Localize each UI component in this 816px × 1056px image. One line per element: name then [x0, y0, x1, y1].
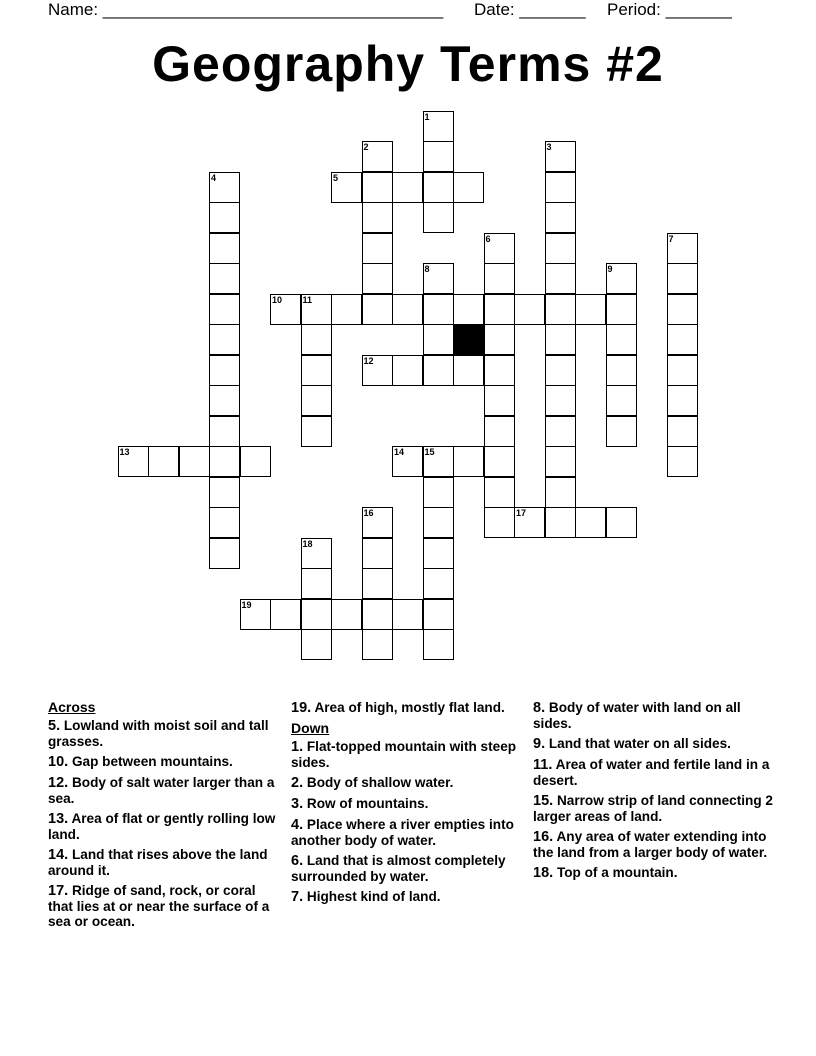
crossword-cell[interactable] [423, 355, 454, 386]
clue-number: 11 [302, 294, 313, 305]
crossword-cell[interactable] [148, 446, 179, 477]
crossword-cell[interactable] [301, 568, 332, 599]
crossword-cell[interactable] [423, 507, 454, 538]
shaded-cell [453, 324, 484, 355]
crossword-cell[interactable] [484, 385, 515, 416]
crossword-cell[interactable] [423, 568, 454, 599]
clue-number: 18 [302, 538, 313, 549]
crossword-cell[interactable] [484, 507, 515, 538]
clue-number: 14 [394, 447, 405, 457]
clue-down-15: 15. Narrow strip of land connecting 2 larger areas of land. [533, 793, 773, 824]
crossword-cell[interactable] [484, 477, 515, 508]
clue-across-12: 12. Body of salt water larger than a sea. [48, 775, 275, 806]
clue-number: 7 [668, 233, 674, 244]
crossword-cell[interactable] [362, 568, 393, 599]
crossword-cell[interactable] [667, 294, 698, 325]
crossword-cell[interactable] [179, 446, 210, 477]
clue-across-13: 13. Area of flat or gently rolling low land. [48, 811, 276, 842]
crossword-cell[interactable] [453, 294, 484, 325]
clue-down-11: 11. Area of water and fertile land in a desert. [533, 757, 770, 788]
clue-down-16: 16. Any area of water extending into the land from a larger body of water. [533, 829, 768, 860]
crossword-cell[interactable] [270, 294, 301, 325]
crossword-cell[interactable] [514, 507, 545, 538]
crossword-cell[interactable] [423, 599, 454, 630]
crossword-cell[interactable] [484, 324, 515, 355]
crossword-cell[interactable] [209, 385, 240, 416]
crossword-cell[interactable] [453, 172, 484, 203]
crossword-cell[interactable] [484, 416, 515, 447]
crossword-cell[interactable] [453, 355, 484, 386]
crossword-cell[interactable] [209, 172, 240, 203]
crossword-cell[interactable] [667, 446, 698, 477]
clue-number: 9 [607, 264, 613, 274]
crossword-cell[interactable] [667, 385, 698, 416]
crossword-cell[interactable] [484, 263, 515, 294]
crossword-cell[interactable] [423, 538, 454, 569]
crossword-cell[interactable] [362, 629, 393, 660]
crossword-cell[interactable] [362, 355, 393, 386]
crossword-cell[interactable] [240, 446, 271, 477]
crossword-cell[interactable] [423, 202, 454, 233]
crossword-cell[interactable] [606, 355, 637, 386]
crossword-cell[interactable] [301, 416, 332, 447]
clue-down-8: 8. Body of water with land on all sides. [533, 700, 741, 731]
crossword-cell[interactable] [484, 294, 515, 325]
clue-across-5: 5. Lowland with moist soil and tall grasses. [48, 718, 269, 749]
crossword-cell[interactable] [453, 446, 484, 477]
crossword-cell[interactable] [209, 263, 240, 294]
crossword-cell[interactable] [423, 446, 454, 477]
crossword-cell[interactable] [392, 446, 423, 477]
clues-column-1 [48, 700, 284, 934]
crossword-cell[interactable] [209, 538, 240, 569]
crossword-cell[interactable] [423, 172, 454, 203]
crossword-cell[interactable] [545, 202, 576, 233]
crossword-cell[interactable] [362, 141, 393, 172]
crossword-cell[interactable] [209, 233, 240, 264]
crossword-cell[interactable] [392, 355, 423, 386]
clue-number: 6 [485, 233, 491, 244]
crossword-cell[interactable] [209, 294, 240, 325]
crossword-cell[interactable] [545, 507, 576, 538]
crossword-cell[interactable] [545, 294, 576, 325]
crossword-cell[interactable] [667, 355, 698, 386]
clue-down-3: 3. Row of mountains. [291, 796, 429, 812]
name-field-label: Name: ____________________________________ [48, 0, 444, 19]
crossword-cell[interactable] [484, 355, 515, 386]
crossword-cell[interactable] [362, 233, 393, 264]
crossword-cell[interactable] [362, 538, 393, 569]
clue-down-18: 18. Top of a mountain. [533, 865, 678, 881]
crossword-cell[interactable] [209, 416, 240, 447]
crossword-cell[interactable] [362, 263, 393, 294]
crossword-cell[interactable] [667, 233, 698, 264]
crossword-cell[interactable] [209, 202, 240, 233]
crossword-cell[interactable] [331, 599, 362, 630]
page-title: Geography Terms #2 [152, 36, 664, 92]
clue-number: 2 [363, 142, 369, 152]
crossword-cell[interactable] [667, 416, 698, 447]
crossword-cell[interactable] [606, 324, 637, 355]
crossword-cell[interactable] [575, 507, 606, 538]
crossword-cell[interactable] [667, 324, 698, 355]
crossword-cell[interactable] [545, 477, 576, 508]
clue-number: 4 [211, 172, 217, 183]
down-heading: Down [291, 720, 330, 736]
crossword-cell[interactable] [606, 416, 637, 447]
crossword-cell[interactable] [209, 355, 240, 386]
clue-number: 17 [516, 508, 527, 518]
crossword-cell[interactable] [606, 263, 637, 294]
across-heading: Across [48, 699, 96, 715]
crossword-cell[interactable] [423, 324, 454, 355]
crossword-cell[interactable] [606, 507, 637, 538]
crossword-cell[interactable] [362, 202, 393, 233]
clue-number: 3 [546, 142, 552, 152]
crossword-cell[interactable] [301, 355, 332, 386]
crossword-cell[interactable] [392, 599, 423, 630]
crossword-cell[interactable] [545, 446, 576, 477]
crossword-cell[interactable] [667, 263, 698, 294]
clue-number: 15 [424, 447, 435, 457]
crossword-cell[interactable] [301, 324, 332, 355]
crossword-cell[interactable] [270, 599, 301, 630]
crossword-cell[interactable] [423, 141, 454, 172]
crossword-cell[interactable] [240, 599, 271, 630]
crossword-cell[interactable] [362, 599, 393, 630]
crossword-cell[interactable] [118, 446, 149, 477]
clue-number: 16 [363, 508, 374, 518]
period-field-label: Period: _______ [607, 0, 732, 19]
crossword-cell[interactable] [423, 477, 454, 508]
crossword-cell[interactable] [331, 294, 362, 325]
crossword-cell[interactable] [209, 507, 240, 538]
clue-across-17: 17. Ridge of sand, rock, or coral that lies at or near the surface of a sea or ocean. [48, 883, 270, 929]
clue-down-4: 4. Place where a river empties into another body of water. [291, 817, 514, 848]
clue-across-14: 14. Land that rises above the land around it. [48, 847, 268, 878]
crossword-cell[interactable] [301, 629, 332, 660]
crossword-cell[interactable] [209, 446, 240, 477]
crossword-cell[interactable] [484, 446, 515, 477]
crossword-cell[interactable] [331, 172, 362, 203]
clue-number: 13 [119, 447, 130, 457]
crossword-cell[interactable] [301, 294, 332, 325]
crossword-cell[interactable] [301, 599, 332, 630]
clue-down-7: 7. Highest kind of land. [291, 889, 441, 905]
clue-down-9: 9. Land that water on all sides. [533, 736, 731, 752]
crossword-cell[interactable] [545, 416, 576, 447]
crossword-cell[interactable] [606, 385, 637, 416]
date-field-label: Date: _______ [474, 0, 586, 19]
crossword-cell[interactable] [545, 263, 576, 294]
crossword-cell[interactable] [514, 294, 545, 325]
crossword-cell[interactable] [362, 507, 393, 538]
crossword-cell[interactable] [301, 538, 332, 569]
clue-down-2: 2. Body of shallow water. [291, 775, 454, 791]
crossword-cell[interactable] [545, 172, 576, 203]
clue-across-19: 19. Area of high, mostly flat land. [291, 700, 505, 716]
crossword-cell[interactable] [301, 385, 332, 416]
clue-number: 1 [424, 111, 430, 122]
crossword-cell[interactable] [209, 477, 240, 508]
crossword-cell[interactable] [392, 172, 423, 203]
crossword-cell[interactable] [606, 294, 637, 325]
crossword-cell[interactable] [392, 294, 423, 325]
crossword-cell[interactable] [545, 355, 576, 386]
crossword-cell[interactable] [545, 385, 576, 416]
crossword-cell[interactable] [575, 294, 606, 325]
clue-across-10: 10. Gap between mountains. [48, 754, 233, 770]
clue-down-6: 6. Land that is almost completely surrounded by water. [291, 853, 506, 884]
crossword-cell[interactable] [423, 294, 454, 325]
crossword-cell[interactable] [484, 233, 515, 264]
clues-column-2 [291, 700, 519, 910]
crossword-cell[interactable] [209, 324, 240, 355]
clue-number: 10 [272, 294, 283, 305]
crossword-cell[interactable] [423, 629, 454, 660]
clue-number: 5 [333, 172, 339, 183]
crossword-cell[interactable] [423, 111, 454, 142]
clue-number: 8 [424, 264, 430, 274]
crossword-cell[interactable] [545, 233, 576, 264]
crossword-cell[interactable] [545, 141, 576, 172]
crossword-cell[interactable] [545, 324, 576, 355]
crossword-cell[interactable] [423, 263, 454, 294]
clues-column-3 [533, 700, 773, 886]
crossword-cell[interactable] [362, 172, 393, 203]
clue-number: 12 [363, 355, 374, 366]
clue-number: 19 [241, 599, 252, 610]
clue-down-1: 1. Flat-topped mountain with steep sides. [291, 739, 517, 770]
crossword-cell[interactable] [362, 294, 393, 325]
